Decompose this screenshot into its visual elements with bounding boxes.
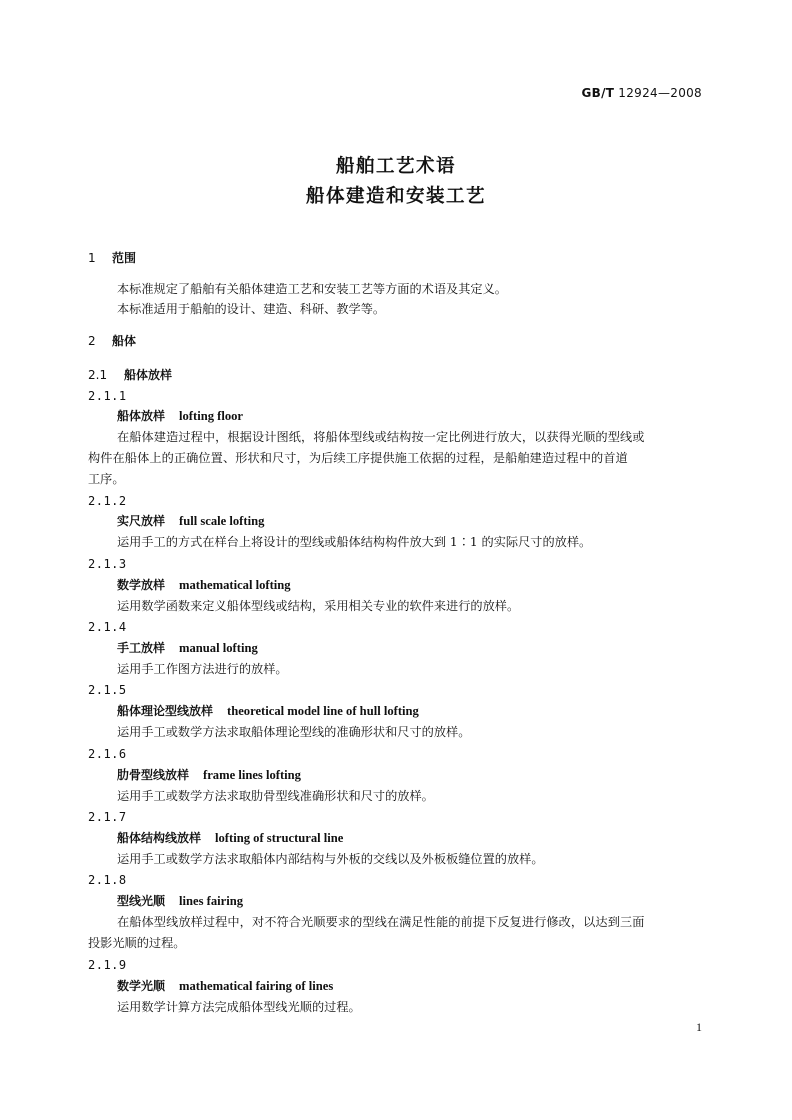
term-chinese: 数学光顺 <box>117 979 166 993</box>
section-title: 船体 <box>112 334 137 348</box>
term-heading <box>117 978 333 994</box>
standard-code-number: 12924—2008 <box>618 86 702 100</box>
term-heading <box>117 893 243 909</box>
document-title: 船舶工艺术语 <box>335 156 456 177</box>
term-definition-line: 运用手工的方式在样台上将设计的型线或船体结构构件放大到 1∶1 的实际尺寸的放样。 <box>117 535 592 549</box>
section-2-heading <box>88 333 136 349</box>
term-heading <box>117 767 301 783</box>
term-heading <box>117 408 243 424</box>
term-chinese: 手工放样 <box>117 641 166 655</box>
term-number: 2.1.9 <box>88 958 127 972</box>
term-number: 2.1.1 <box>88 389 127 403</box>
term-definition-line: 构件在船体上的正确位置、形状和尺寸，为后续工序提供施工依据的过程，是船舶建造过程中的首道 <box>88 451 628 465</box>
standard-code <box>582 86 702 100</box>
term-definition-line: 运用手工作图方法进行的放样。 <box>117 662 288 676</box>
section-1-heading <box>88 250 136 266</box>
term-english: theoretical model line of hull lofting <box>227 704 419 718</box>
document-subtitle: 船体建造和安装工艺 <box>305 186 486 207</box>
term-definition-line: 工序。 <box>88 472 125 486</box>
term-chinese: 船体放样 <box>117 409 166 423</box>
standard-code-prefix: GB/T <box>581 86 615 100</box>
term-heading <box>117 577 291 593</box>
term-number: 2.1.2 <box>88 494 127 508</box>
term-number: 2.1.5 <box>88 683 127 697</box>
term-definition-line: 运用手工或数学方法求取船体内部结构与外板的交线以及外板板缝位置的放样。 <box>117 852 544 866</box>
section-1-paragraph-1: 本标准规定了船舶有关船体建造工艺和安装工艺等方面的术语及其定义。 <box>117 282 507 296</box>
term-heading <box>117 703 419 719</box>
term-english: manual lofting <box>179 641 258 655</box>
term-heading <box>117 513 264 529</box>
term-chinese: 肋骨型线放样 <box>117 768 190 782</box>
term-heading <box>117 640 258 656</box>
subsection-number: 2.1 <box>88 368 108 382</box>
term-english: mathematical lofting <box>179 578 291 592</box>
subsection-title: 船体放样 <box>124 368 173 382</box>
term-definition-line: 运用数学函数来定义船体型线或结构，采用相关专业的软件来进行的放样。 <box>117 599 520 613</box>
subsection-2-1-heading <box>88 367 172 383</box>
term-definition-line: 在船体型线放样过程中，对不符合光顺要求的型线在满足性能的前提下反复进行修改，以达到三面 <box>117 915 645 929</box>
term-number: 2.1.8 <box>88 873 127 887</box>
term-chinese: 型线光顺 <box>117 894 166 908</box>
term-definition-line: 在船体建造过程中，根据设计图纸，将船体型线或结构按一定比例进行放大，以获得光顺的型线或 <box>117 430 645 444</box>
term-definition-line: 投影光顺的过程。 <box>88 936 186 950</box>
section-1-paragraph-2: 本标准适用于船舶的设计、建造、科研、教学等。 <box>117 302 386 316</box>
term-number: 2.1.6 <box>88 747 127 761</box>
page-number: 1 <box>696 1020 702 1034</box>
section-title: 范围 <box>112 251 137 265</box>
term-english: frame lines lofting <box>203 768 301 782</box>
term-definition-line: 运用手工或数学方法求取船体理论型线的准确形状和尺寸的放样。 <box>117 725 471 739</box>
term-chinese: 数学放样 <box>117 578 166 592</box>
term-english: mathematical fairing of lines <box>179 979 334 993</box>
section-number: 2 <box>88 334 96 348</box>
term-number: 2.1.4 <box>88 620 127 634</box>
term-english: full scale lofting <box>179 514 265 528</box>
term-heading <box>117 830 343 846</box>
term-english: lines fairing <box>179 894 244 908</box>
term-number: 2.1.3 <box>88 557 127 571</box>
term-english: lofting of structural line <box>215 831 344 845</box>
term-definition-line: 运用手工或数学方法求取肋骨型线准确形状和尺寸的放样。 <box>117 789 434 803</box>
term-chinese: 船体结构线放样 <box>117 831 202 845</box>
term-english: lofting floor <box>179 409 244 423</box>
term-chinese: 实尺放样 <box>117 514 166 528</box>
term-definition-line: 运用数学计算方法完成船体型线光顺的过程。 <box>117 1000 361 1014</box>
term-chinese: 船体理论型线放样 <box>117 704 214 718</box>
term-number: 2.1.7 <box>88 810 127 824</box>
section-number: 1 <box>88 251 96 265</box>
